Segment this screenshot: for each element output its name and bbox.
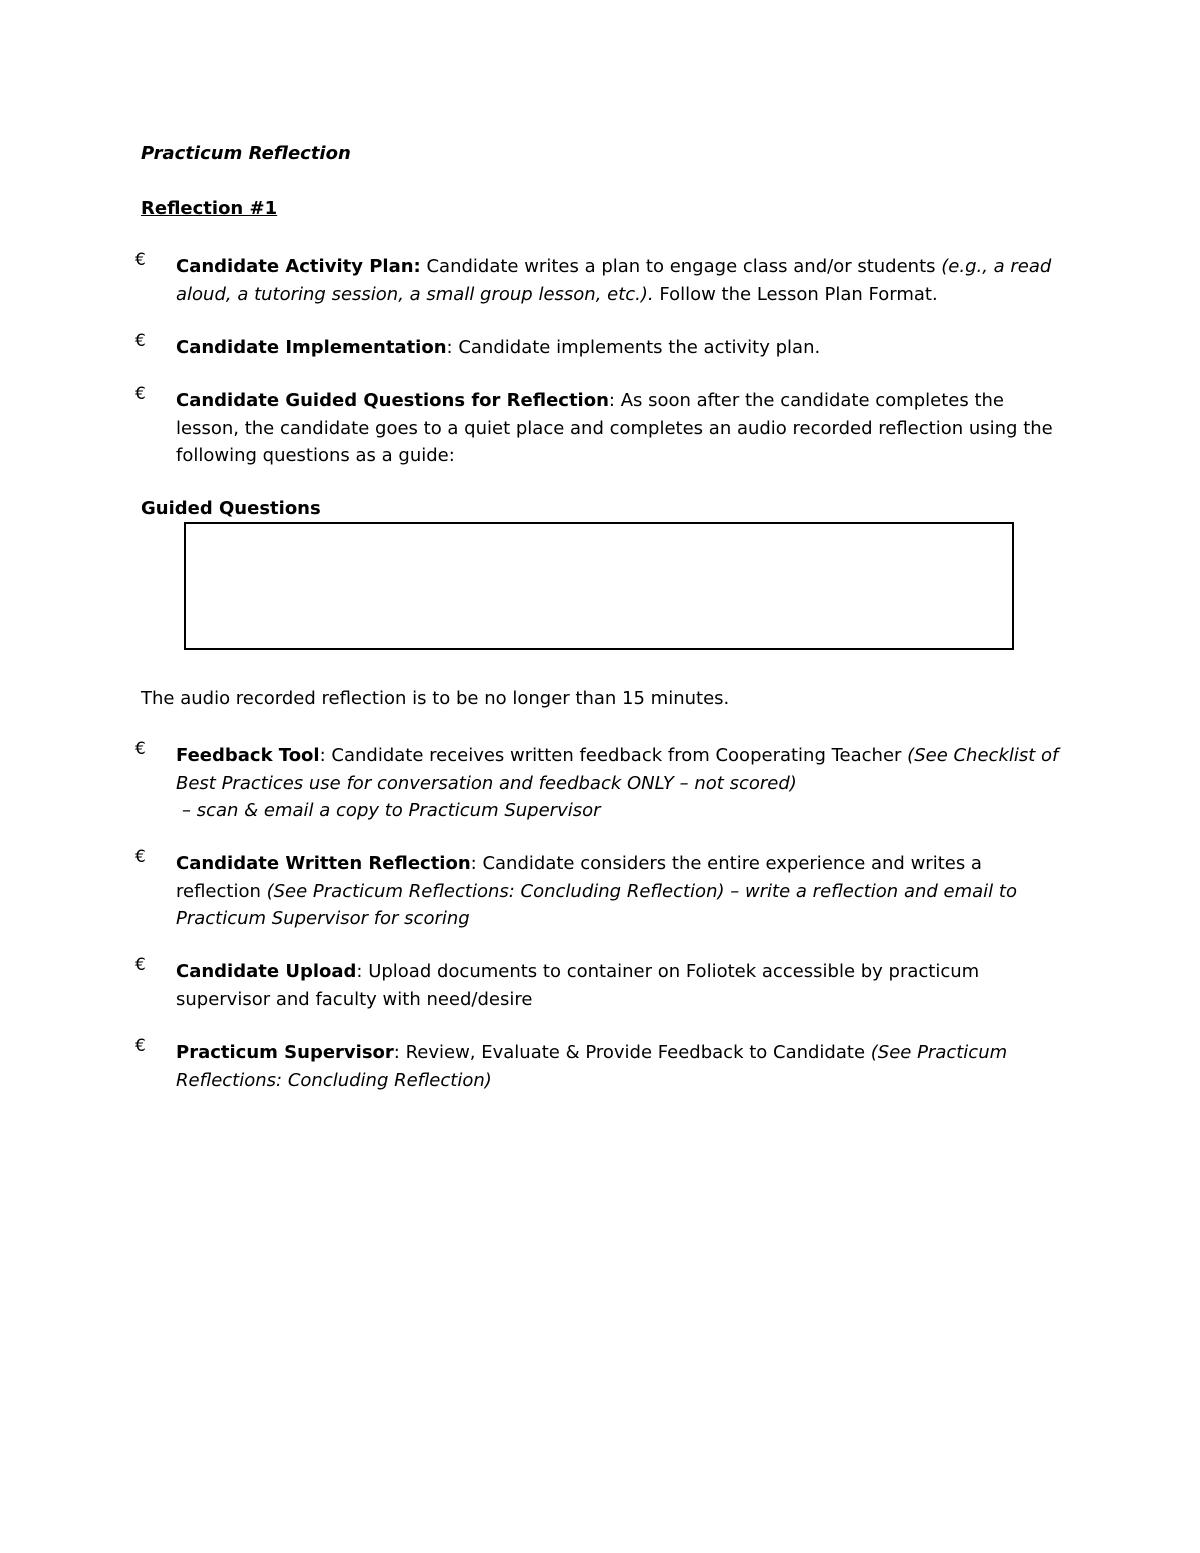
item-italic: (e.g., a read aloud, a tutoring session, a small group lesson, etc.). <box>176 256 1052 305</box>
item-label: Candidate Activity Plan: <box>176 256 421 277</box>
item-text: : Candidate implements the activity plan. <box>446 337 821 358</box>
item-italic: (See Practicum Reflections: Concluding Reflection) – write a reflection and email to Practicum Supervisor for scoring <box>176 880 1017 929</box>
list-item-feedback-tool <box>135 739 1065 825</box>
item-label: Practicum Supervisor <box>176 1042 394 1063</box>
bullet-icon: € <box>135 955 146 975</box>
item-text: : Candidate considers the entire experience and writes a reflection <box>176 853 982 902</box>
bullet-icon: € <box>135 250 146 270</box>
bullet-icon: € <box>135 847 146 867</box>
list-item-activity-plan <box>135 250 1065 308</box>
item-text: : As soon after the candidate completes the lesson, the candidate goes to a quiet place and completes an audio recorded reflection using the following questions as a guide: <box>176 390 1053 466</box>
item-label: Candidate Written Reflection <box>176 853 471 874</box>
item-label: Candidate Upload <box>176 961 357 982</box>
item-text-after: Follow the Lesson Plan Format. <box>653 283 938 305</box>
bullet-icon: € <box>135 331 146 351</box>
item-label: Candidate Implementation <box>176 337 447 358</box>
item-italic: (See Practicum Reflections: Concluding Reflection) <box>176 1042 1008 1091</box>
item-italic: (See Checklist of Best Practices use for conversation and feedback ONLY – not scored) <box>176 745 1059 794</box>
list-item-implementation <box>135 331 1065 362</box>
item-italic-line2: – scan & email a copy to Practicum Supervisor <box>182 800 601 821</box>
list-item-written-reflection <box>135 847 1065 933</box>
guided-questions-box <box>184 522 1014 650</box>
list-item-guided-questions <box>135 384 1065 470</box>
bullet-icon: € <box>135 739 146 759</box>
item-text: : Candidate receives written feedback from Cooperating Teacher <box>319 745 908 766</box>
item-label: Feedback Tool <box>176 745 320 766</box>
list-item-upload <box>135 955 1065 1013</box>
item-text: Candidate writes a plan to engage class and/or students <box>420 256 942 277</box>
bullet-icon: € <box>135 1036 146 1056</box>
document-subtitle: Reflection #1 <box>141 198 278 219</box>
bullet-icon: € <box>135 384 146 404</box>
guided-questions-heading: Guided Questions <box>141 498 321 519</box>
item-text: : Upload documents to container on Foliotek accessible by practicum supervisor and faculty with need/desire <box>176 961 980 1010</box>
document-title: Practicum Reflection <box>141 143 351 164</box>
item-text: : Review, Evaluate & Provide Feedback to Candidate <box>393 1042 871 1063</box>
audio-note: The audio recorded reflection is to be no longer than 15 minutes. <box>141 688 730 709</box>
list-item-practicum-supervisor <box>135 1036 1065 1094</box>
item-label: Candidate Guided Questions for Reflection <box>176 390 609 411</box>
